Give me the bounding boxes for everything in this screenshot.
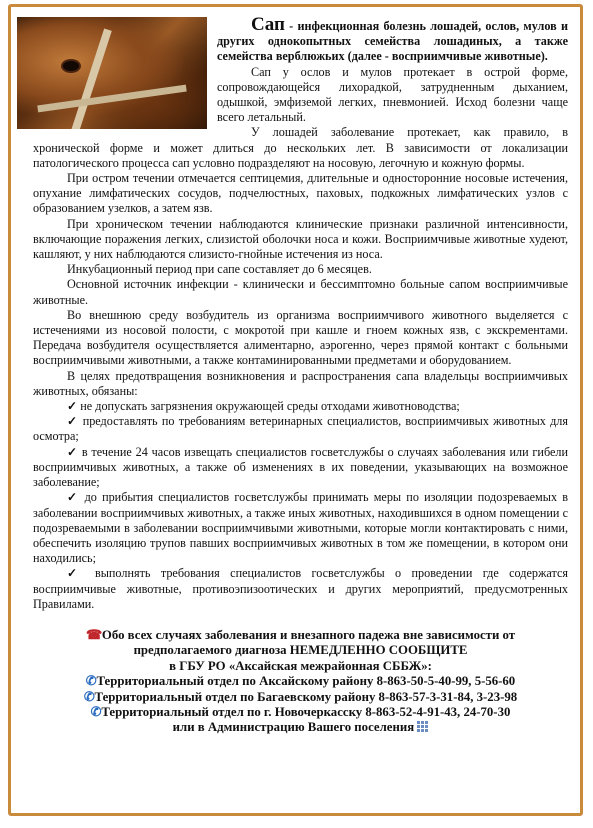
- obligation-item: ✓ не допускать загрязнения окружающей среды отходами животноводства;: [67, 399, 460, 414]
- horse-photo: [17, 17, 207, 129]
- check-icon: ✓: [67, 566, 85, 581]
- handset-icon: ✆: [90, 704, 102, 719]
- paragraph: У лошадей заболевание протекает, как правило, в хронической форме и может длиться до нескольких лет. В зависимости от локализации патологического процесса сап условно подразделяют на носовую, легочную и кожную формы.: [33, 125, 568, 170]
- paragraph: При остром течении отмечается септицемия, длительные и односторонние носовые истечения, опухание лимфатических сосудов, подчелюстных, паховых, подкожных лимфатических узлов с образованием узелков, а затем язв.: [33, 171, 568, 216]
- paragraph: При хроническом течении наблюдаются клинические признаки различной интенсивности, включающие поражения легких, слизистой оболочки носа и кожи. Восприимчивые животные худеют, кашляют, у них наблюдаются слизисто-гнойные истечения из носа.: [33, 216, 568, 262]
- paragraph: В целях предотвращения возникновения и распространения сапа владельцы восприимчивых животных, обязаны:: [33, 368, 568, 398]
- paragraph: Сап у ослов и мулов протекает в острой форме, сопровождающейся лихорадкой, затрудненным дыханием, одышкой, эмфиземой легких, пневмонией. Исход болезни чаще всего летальный.: [217, 64, 568, 125]
- office-line: ✆Территориальный отдел по Багаевскому району 8-863-57-3-31-84, 3-23-98: [83, 689, 518, 704]
- handset-icon: ✆: [83, 689, 95, 704]
- grid-icon: [417, 721, 428, 732]
- phone-icon: ☎: [85, 627, 102, 642]
- paragraph: Основной источник инфекции - клинически и бессимптомно больные сапом восприимчивые животные.: [33, 277, 568, 307]
- check-icon: ✓: [67, 399, 78, 414]
- obligation-item: ✓ предоставлять по требованиям ветеринарных специалистов, восприимчивых животных для осмотра;: [33, 414, 568, 444]
- obligation-item: ✓ выполнять требования специалистов госветслужбы о проведении где содержатся восприимчивые животные, противоэпизоотических и других мероприятий, предусмотренных Правилами.: [33, 566, 569, 611]
- leaflet-page: [8, 4, 583, 816]
- office-line: ✆Территориальный отдел по г. Новочеркасску 8-863-52-4-91-43, 24-70-30: [90, 704, 511, 719]
- contact-notice: ☎Обо всех случаях заболевания и внезапного падежа вне зависимости от предполагаемого диагноза НЕМЕДЛЕННО СООБЩИТЕ в ГБУ РО «Аксайская межрайонная СББЖ»: ✆Территориальный отдел по Аксайскому району 8-863-50-5-40-99, 5-56-60 ✆Территориальный отдел по Багаевскому району 8-863-57-3-31-84, 3-23-98 ✆Территориальный отдел по г. Новочеркасску 8-863-52-4-91-43, 24-70-30 или в Администрацию Вашего поселения: [33, 628, 568, 736]
- title-word: Сап: [251, 14, 285, 35]
- check-icon: ✓: [67, 414, 79, 429]
- paragraph: Во внешнюю среду возбудитель из организма восприимчивого животного выделяется с истечениями из носовой полости, с мокротой при кашле и гноем кожных язв, с экскрементами. Передача возбудителя осуществляется алиментарно, аэрогенно, через прямой контакт с больными восприимчивыми животными, а также контаминированными предметами и оборудованием.: [33, 307, 568, 368]
- intro-text: - инфекционная болезнь лошадей, ослов, мулов и других однокопытных семейства лошадиных, а также семейства верблюжьих (далее - восприимчивые животные).: [217, 19, 568, 64]
- office-line: ✆Территориальный отдел по Аксайскому району 8-863-50-5-40-99, 5-56-60: [85, 674, 516, 689]
- obligation-item: ✓ в течение 24 часов извещать специалистов госветслужбы о случаях заболевания или гибели восприимчивых животных, а также об изменениях в их поведении, указывающих на возможное заболевание;: [33, 444, 569, 490]
- check-icon: ✓: [67, 490, 80, 505]
- paragraph: Инкубационный период при сапе составляет до 6 месяцев.: [67, 262, 372, 277]
- check-icon: ✓: [67, 444, 78, 459]
- obligation-item: ✓ до прибытия специалистов госветслужбы принимать меры по изоляции подозреваемых в заболевании восприимчивых животных, а также иных животных, находившихся в одном помещении с подозреваемыми в заболевании восприимчивыми животными, которые могли контактировать с ними, обеспечить изоляцию трупов павших восприимчивых животных в том же помещении, в котором они находились;: [33, 490, 569, 566]
- handset-icon: ✆: [85, 674, 97, 689]
